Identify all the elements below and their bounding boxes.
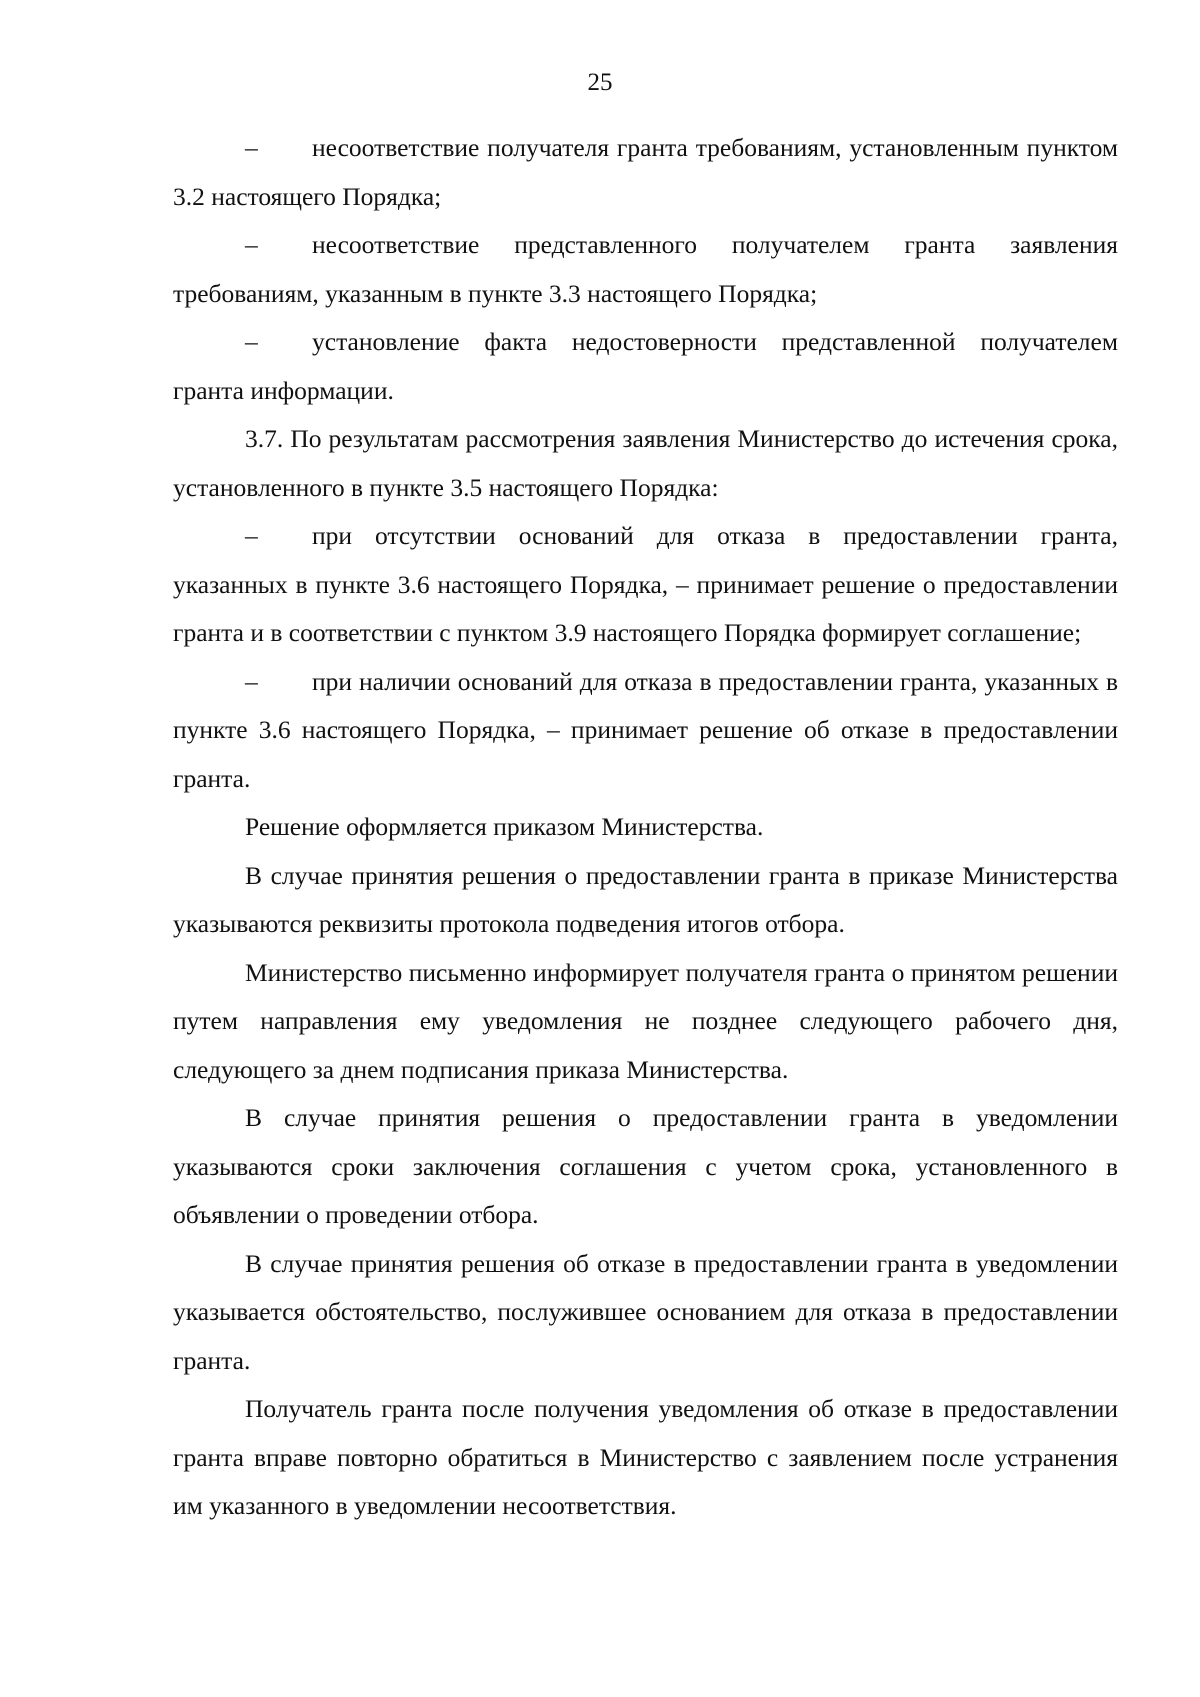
paragraph-text: при наличии оснований для отказа в предоставлении гранта, указанных в пункте 3.6 настоящего Порядка, – принимает решение об отказе в предоставлении гранта. — [173, 666, 1118, 793]
paragraph-decision: Решение оформляется приказом Министерства. — [245, 812, 764, 841]
list-item-dash-5 — [173, 658, 1118, 804]
paragraph-grant-refused: В случае принятия решения об отказе в предоставлении гранта в уведомлении указывается обстоятельство, послужившее основанием для отказа в предоставлении гранта. — [173, 1248, 1118, 1375]
paragraph-3-7: 3.7. По результатам рассмотрения заявления Министерство до истечения срока, установленного в пункте 3.5 настоящего Порядка: — [173, 424, 1118, 502]
dash-bullet: – — [245, 666, 258, 696]
list-item-dash-3 — [173, 318, 1118, 415]
page-number: 25 — [587, 69, 613, 96]
document-body — [173, 124, 1118, 1531]
paragraph-notification: Министерство письменно информирует получателя гранта о принятом решении путем направления ему уведомления не позднее следующего рабочего дня, следующего за днем подписания приказа Министерства. — [173, 957, 1118, 1084]
list-item-dash-4 — [173, 512, 1118, 658]
paragraph-text: несоответствие получателя гранта требованиям, установленным пунктом 3.2 настоящего Порядка; — [173, 133, 1118, 211]
paragraph-grant-approved: В случае принятия решения о предоставлении гранта в уведомлении указываются сроки заключения соглашения с учетом срока, установленного в объявлении о проведении отбора. — [173, 1103, 1118, 1229]
dash-bullet: – — [245, 230, 258, 259]
list-item-dash-1 — [173, 124, 1118, 221]
paragraph-reapply: Получатель гранта после получения уведомления об отказе в предоставлении гранта вправе повторно обратиться в Министерство с заявлением после устранения им указанного в уведомлении несоответствия. — [173, 1394, 1118, 1520]
paragraph-order-details: В случае принятия решения о предоставлении гранта в приказе Министерства указываются реквизиты протокола подведения итогов отбора. — [173, 860, 1118, 938]
dash-bullet: – — [245, 133, 258, 162]
paragraph-text: несоответствие представленного получателем гранта заявления требованиям, указанным в пункте 3.3 настоящего Порядка; — [173, 230, 1118, 308]
dash-bullet: – — [245, 521, 258, 550]
dash-bullet: – — [245, 327, 258, 356]
paragraph-text: установление факта недостоверности представленной получателем гранта информации. — [173, 327, 1118, 405]
paragraph-text: при отсутствии оснований для отказа в предоставлении гранта, указанных в пункте 3.6 настоящего Порядка, – принимает решение о предоставлении гранта и в соответствии с пунктом 3.9 настоящего Порядка формирует соглашение; — [173, 521, 1118, 647]
list-item-dash-2 — [173, 221, 1118, 318]
